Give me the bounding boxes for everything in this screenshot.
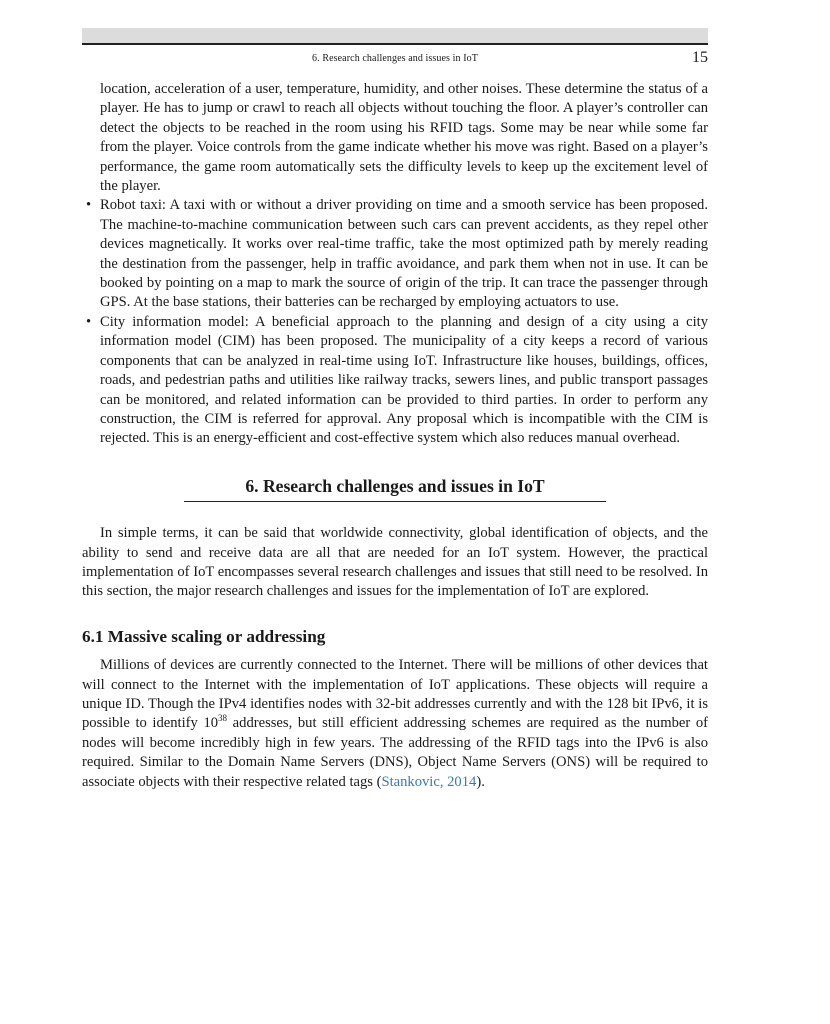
bullet-item-robot-taxi (82, 196, 708, 312)
subsection-paragraph (82, 656, 708, 792)
bullet-icon: • (86, 197, 92, 214)
bullet-item-city-information-model (82, 313, 708, 449)
bullet-text: City information model: A beneficial approach to the planning and design of a city using a city information model (CIM) has been proposed. The municipality of a city keeps a record of various components that can be analyzed in real-time using IoT. Infrastructure like houses, buildings, offices, roads, and pedestrian paths and utilities like railway tracks, sewers lines, and public transport passages can be monitored, and related information can be provided to third parties. In order to perform any construction, the CIM is referred for approval. Any proposal which is incompatible with the CIM is rejected. This is an energy-efficient and cost-effective system which also reduces manual overhead. (100, 313, 708, 447)
continued-bullet-text: location, acceleration of a user, temperature, humidity, and other noises. These determine the status of a player. He has to jump or crawl to reach all objects without touching the floor. A player’s controller can detect the objects to be reached in the room using his RFID tags. Some may be near while some far from the player. Voice controls from the game indicate whether his move was right. Based on a player’s performance, the game room automatically sets the difficulty levels to keep up the excitement level of the player. (100, 81, 708, 195)
bullet-text: Robot taxi: A taxi with or without a driver providing on time and a smooth service has been proposed. The machine-to-machine communication between such cars can prevent accidents, as they repel other devices magnetically. It works over real-time traffic, take the most optimized path by merely reading the destination from the passenger, help in traffic avoidance, and park them when not in use. It can be booked by pointing on a map to mark the source of origin of the trip. It can trace the passenger through GPS. At the base stations, their batteries can be recharged by employing actuators to use. (100, 197, 708, 311)
subsection-heading: 6.1 Massive scaling or addressing (82, 626, 326, 646)
bullet-icon: • (86, 313, 92, 330)
subsection-text-part-2: addresses, but still efficient addressing schemes are required as the number of nodes will become incredibly high in few years. The addressing of the RFID tags into the IPv6 is also required. Similar to the Domain Name Servers (DNS), Object Name Servers (ONS) will be required to associate objects with their respective related tags ( (82, 715, 708, 790)
section-intro-paragraph: In simple terms, it can be said that worldwide connectivity, global identification of objects, and the ability to send and receive data are all that are needed for an IoT system. However, the practical implementation of IoT encompasses several research challenges and issues that still need to be resolved. In this section, the major research challenges and issues for the implementation of IoT are explored. (82, 525, 708, 600)
running-head (82, 50, 708, 70)
bullet-list (82, 196, 708, 448)
section-heading: 6. Research challenges and issues in IoT (184, 477, 606, 502)
citation-link[interactable]: Stankovic, 2014 (381, 773, 477, 790)
page-number: 15 (692, 49, 708, 66)
subsection-text-end: ). (476, 773, 485, 790)
header-band (82, 28, 708, 43)
running-title: 6. Research challenges and issues in IoT (312, 53, 478, 64)
subsection-text-part-1: Millions of devices are currently connected to the Internet. There will be millions of other devices that will connect to the Internet with the implementation of IoT applications. These objects will require a unique ID. Though the IPv4 identifies nodes with 32-bit addresses currently and with the 128 bit IPv6, it is possible to identify 10 (82, 657, 708, 732)
exponent: 38 (218, 713, 228, 724)
header-rule (82, 43, 708, 45)
page-content (82, 80, 708, 792)
